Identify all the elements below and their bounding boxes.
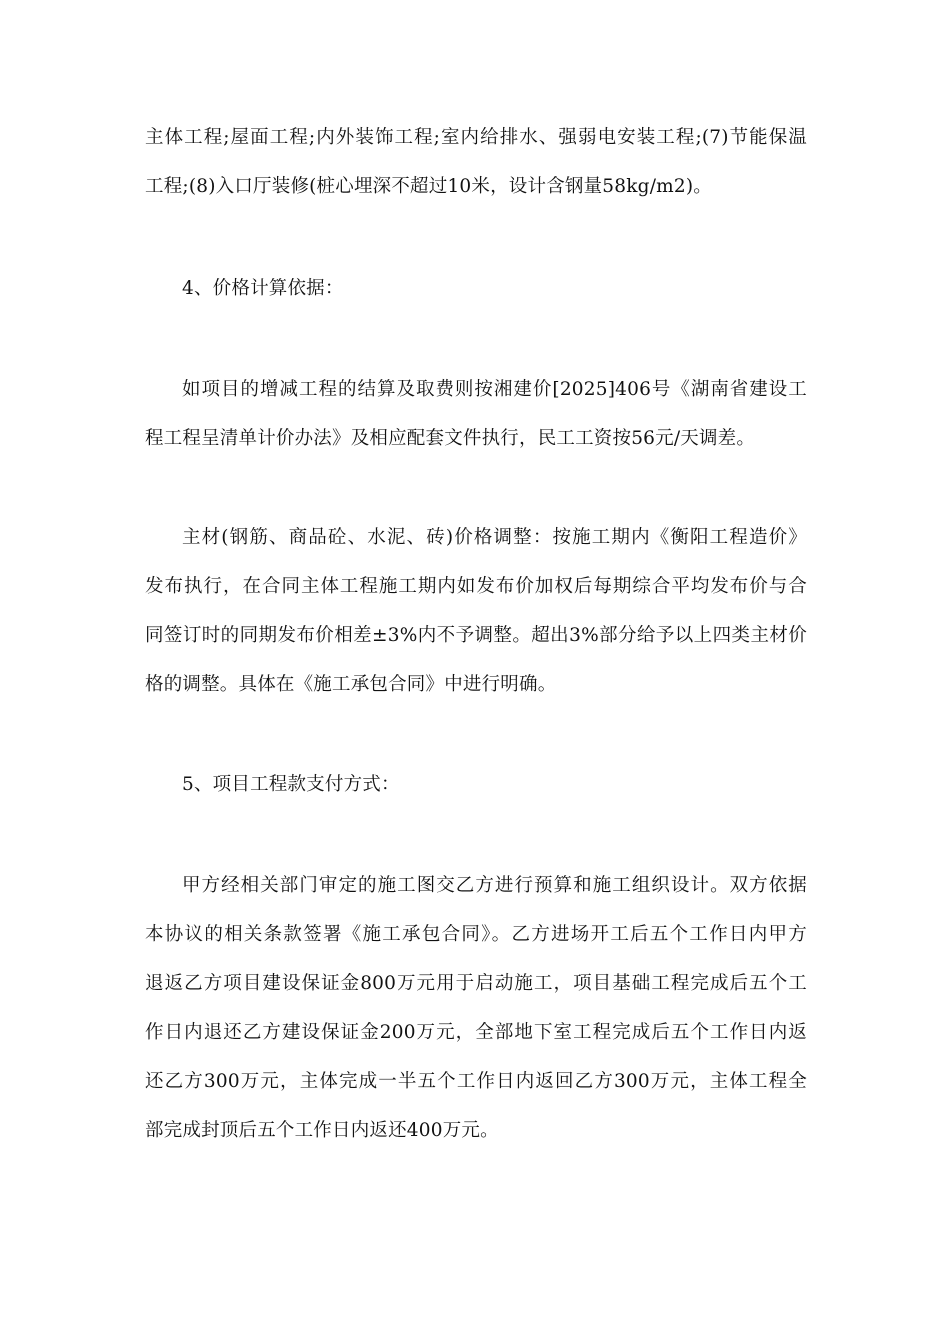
text-line: 本协议的相关条款签署《施工承包合同》。乙方进场开工后五个工作日内甲方 <box>145 924 807 945</box>
heading-text: 5、项目工程款支付方式： <box>182 774 400 795</box>
heading-text: 4、价格计算依据： <box>182 278 344 299</box>
text-line: 格的调整。具体在《施工承包合同》中进行明确。 <box>145 674 557 695</box>
text-line: 部完成封顶后五个工作日内返还400万元。 <box>145 1120 499 1141</box>
text-line: 退返乙方项目建设保证金800万元用于启动施工，项目基础工程完成后五个工 <box>145 973 807 994</box>
section-heading-price-basis <box>145 264 807 313</box>
text-line: 工程;(8)入口厅装修(桩心埋深不超过10米，设计含钢量58kg/m2)。 <box>145 176 712 197</box>
text-line: 甲方经相关部门审定的施工图交乙方进行预算和施工组织设计。双方依据 <box>182 875 807 896</box>
paragraph-settlement <box>145 365 807 463</box>
text-line: 还乙方300万元，主体完成一半五个工作日内返回乙方300万元，主体工程全 <box>145 1071 807 1092</box>
paragraph-payment-terms <box>145 861 807 1155</box>
paragraph-scope-continued <box>145 113 807 211</box>
paragraph-material-price-adjustment <box>145 513 807 709</box>
text-line: 程工程呈清单计价办法》及相应配套文件执行，民工工资按56元/天调差。 <box>145 428 756 449</box>
text-line: 主体工程;屋面工程;内外装饰工程;室内给排水、强弱电安装工程;(7)节能保温 <box>145 127 807 148</box>
text-line: 发布执行，在合同主体工程施工期内如发布价加权后每期综合平均发布价与合 <box>145 576 807 597</box>
text-line: 作日内退还乙方建设保证金200万元，全部地下室工程完成后五个工作日内返 <box>145 1022 807 1043</box>
text-line: 如项目的增减工程的结算及取费则按湘建价[2025]406号《湖南省建设工 <box>182 379 807 400</box>
text-line: 同签订时的同期发布价相差±3%内不予调整。超出3%部分给予以上四类主材价 <box>145 625 807 646</box>
section-heading-payment-method <box>145 760 807 809</box>
text-line: 主材(钢筋、商品砼、水泥、砖)价格调整：按施工期内《衡阳工程造价》 <box>182 527 807 548</box>
